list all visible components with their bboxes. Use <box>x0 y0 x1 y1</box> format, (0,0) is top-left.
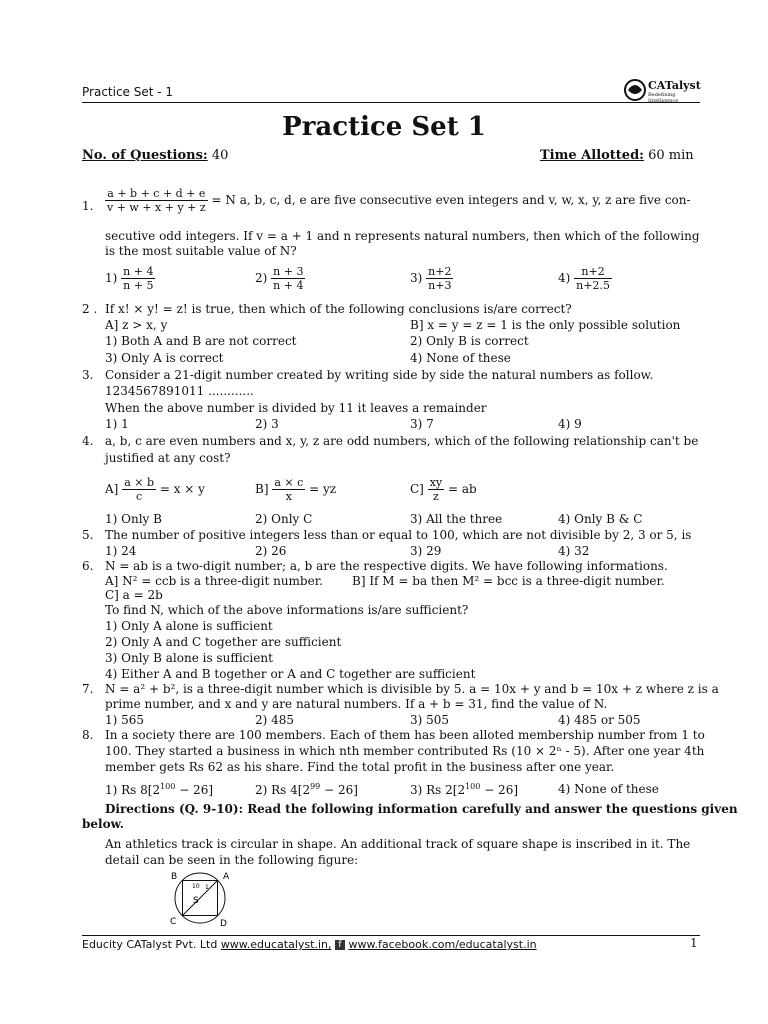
questions-value: 40 <box>211 148 229 163</box>
q5-option-3: 3) 29 <box>410 544 442 558</box>
q4-text: a, b, c are even numbers and x, y, z are odd numbers, which of the following relationship can't be <box>105 434 699 448</box>
q1-text: = N a, b, c, d, e are five consecutive even integers and v, w, x, y, z are five con- <box>211 193 691 207</box>
q2-text: If x! × y! = z! is true, then which of the following conclusions is/are correct? <box>105 302 572 316</box>
q1-option-1: 1) $\frac{n + 4}{n + 5}$ <box>105 265 154 292</box>
question-number: 1. <box>82 199 94 213</box>
directions-paragraph: detail can be seen in the following figure: <box>105 853 359 867</box>
directions-paragraph: An athletics track is circular in shape. An additional track of square shape is inscribed in it. The <box>105 837 691 851</box>
q6-statement-c: C] a = 2b <box>105 588 163 602</box>
logo-text: CATalyst <box>648 79 701 92</box>
question-number: 5. <box>82 528 94 542</box>
q4-text: justified at any cost? <box>105 451 231 465</box>
question-number: 3. <box>82 368 94 382</box>
q2-option-2: 2) Only B is correct <box>410 334 529 348</box>
page-title: Practice Set 1 <box>282 112 486 142</box>
q4-option-2: 2) Only C <box>255 512 313 526</box>
figure-label-s: S <box>193 896 199 906</box>
q4-statement-b: B] $\frac{a \times c}{x}$ = yz <box>255 476 337 503</box>
q5-text: The number of positive integers less than or equal to 100, which are not divisible by 2, 3 or 5, is <box>105 528 692 542</box>
q7-option-1: 1) 565 <box>105 713 145 727</box>
q3-option-2: 2) 3 <box>255 417 279 431</box>
q4-option-4: 4) Only B & C <box>558 512 643 526</box>
header-rule <box>82 102 700 103</box>
figure-label-a: A <box>223 872 230 882</box>
track-figure <box>162 866 238 930</box>
q1-option-2: 2) $\frac{n + 3}{n + 4}$ <box>255 265 304 292</box>
q1-frac-den: v + w + x + y + z <box>107 201 206 214</box>
time-value: 60 min <box>648 148 694 163</box>
q8-text: member gets Rs 62 as his share. Find the total profit in the business after one year. <box>105 760 615 774</box>
question-number: 4. <box>82 434 94 448</box>
facebook-icon: f <box>335 940 345 950</box>
header-title: Practice Set - 1 <box>82 85 174 99</box>
q1-text-line: is the most suitable value of N? <box>105 244 297 258</box>
q3-text: 1234567891011 ............ <box>105 384 254 398</box>
q8-option-1: 1) Rs $8[2^{100} - 26]$ <box>105 782 214 797</box>
question-number: 2 . <box>82 302 98 316</box>
q6-text: To find N, which of the above informations is/are sufficient? <box>105 603 469 617</box>
q2-option-4: 4) None of these <box>410 351 511 365</box>
figure-label-b: B <box>171 872 178 882</box>
q3-option-3: 3) 7 <box>410 417 434 431</box>
q3-text: When the above number is divided by 11 it leaves a remainder <box>105 401 487 415</box>
footer-company: Educity CATalyst Pvt. Ltd <box>82 938 218 951</box>
question-number: 8. <box>82 728 94 742</box>
q4-statement-a: A] $\frac{a \times b}{c}$ = x × y <box>105 476 205 503</box>
q1-frac-num: a + b + c + d + e <box>105 187 208 201</box>
q8-text: 100. They started a business in which nth member contributed Rs (10 × 2ⁿ - 5). After one year 4th <box>105 744 705 758</box>
diagonal-line <box>183 881 218 916</box>
footer <box>82 938 537 951</box>
q6-option-1: 1) Only A alone is sufficient <box>105 619 273 633</box>
q7-option-2: 2) 485 <box>255 713 295 727</box>
q1-fraction <box>105 187 208 214</box>
q1-stem <box>105 187 691 214</box>
footer-rule <box>82 935 700 936</box>
questions-count <box>82 148 228 163</box>
question-number: 6. <box>82 559 94 573</box>
catalyst-logo <box>624 78 704 102</box>
logo-tagline: Redefining Intelligence <box>648 92 679 104</box>
question-number: 7. <box>82 682 94 696</box>
q2-option-3: 3) Only A is correct <box>105 351 224 365</box>
footer-facebook-link[interactable]: www.facebook.com/educatalyst.in <box>348 938 537 951</box>
figure-label-d: D <box>220 919 227 929</box>
q7-text: N = a² + b², is a three-digit number which is divisible by 5. a = 10x + y and b = 10x + z where z is a <box>105 682 719 696</box>
q2-statement-b: B] x = y = z = 1 is the only possible solution <box>410 318 681 332</box>
q6-option-2: 2) Only A and C together are sufficient <box>105 635 342 649</box>
q8-option-4: 4) None of these <box>558 782 659 796</box>
q1-text-line: secutive odd integers. If v = a + 1 and n represents natural numbers, then which of the following <box>105 229 700 243</box>
q7-option-3: 3) 505 <box>410 713 450 727</box>
q2-statement-a: A] z > x, y <box>105 318 168 332</box>
figure-label-c: C <box>170 917 177 927</box>
q6-statement-b: B] If M = ba then M² = bcc is a three-digit number. <box>352 574 665 588</box>
q6-statement-a: A] N² = ccb is a three-digit number. <box>105 574 323 588</box>
page-number: 1 <box>690 936 698 950</box>
q5-option-1: 1) 24 <box>105 544 137 558</box>
time-label: Time Allotted: <box>540 148 644 163</box>
q1-option-4: 4) $\frac{n+2}{n+2.5}$ <box>558 265 610 292</box>
q5-option-2: 2) 26 <box>255 544 287 558</box>
q4-statement-c: C] $\frac{xy}{z}$ = ab <box>410 476 477 503</box>
figure-label-1: 1 <box>205 884 209 891</box>
q6-option-4: 4) Either A and B together or A and C together are sufficient <box>105 667 476 681</box>
q3-option-4: 4) 9 <box>558 417 582 431</box>
directions-heading: Directions (Q. 9-10): Read the following information carefully and answer the questions given <box>105 802 738 816</box>
q3-option-1: 1) 1 <box>105 417 129 431</box>
q5-option-4: 4) 32 <box>558 544 590 558</box>
q6-option-3: 3) Only B alone is sufficient <box>105 651 273 665</box>
q6-text: N = ab is a two-digit number; a, b are the respective digits. We have following informations. <box>105 559 668 573</box>
figure-label-10: 10 <box>192 883 200 890</box>
q7-text: prime number, and x and y are natural numbers. If a + b = 31, find the value of N. <box>105 697 608 711</box>
q1-option-3: 3) $\frac{n+2}{n+3}$ <box>410 265 452 292</box>
q2-option-1: 1) Both A and B are not correct <box>105 334 297 348</box>
q4-option-1: 1) Only B <box>105 512 162 526</box>
q7-option-4: 4) 485 or 505 <box>558 713 641 727</box>
time-allotted <box>540 148 694 163</box>
questions-label: No. of Questions: <box>82 148 208 163</box>
q8-text: In a society there are 100 members. Each of them has been alloted membership number from 1 to <box>105 728 705 742</box>
q8-option-3: 3) Rs $2[2^{100} - 26]$ <box>410 782 519 797</box>
footer-site-link[interactable]: www.educatalyst.in, <box>220 938 332 951</box>
q8-option-2: 2) Rs $4[2^{99} - 26]$ <box>255 782 358 797</box>
q4-option-3: 3) All the three <box>410 512 503 526</box>
q3-text: Consider a 21-digit number created by writing side by side the natural numbers as follow. <box>105 368 654 382</box>
directions-heading-cont: below. <box>82 817 124 831</box>
